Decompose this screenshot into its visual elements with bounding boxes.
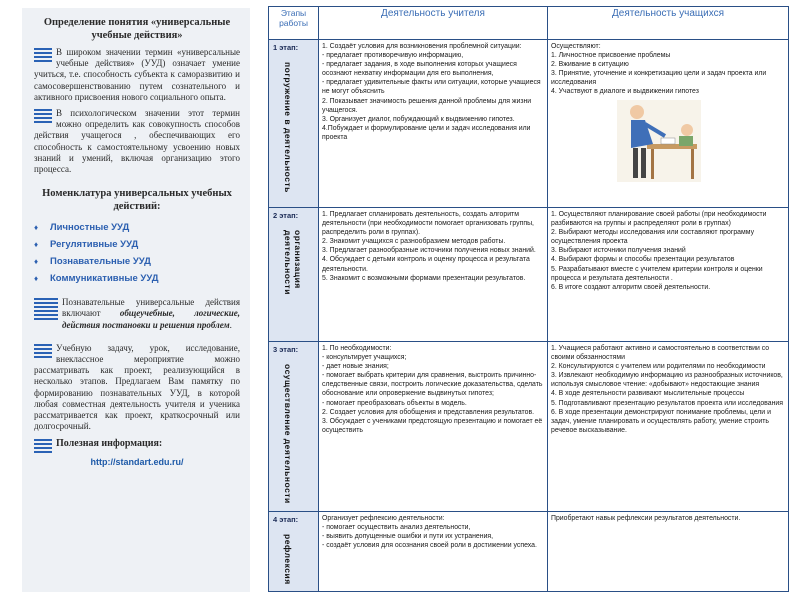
teacher-activity: Организует рефлексию деятельности: - помогает осуществить анализ деятельности, - выявить допущенные ошибки и пути их устранения, - создаёт условия для осознания своей роли в достижении успеха. [319, 512, 548, 592]
teacher-student-illustration [617, 100, 701, 182]
stage-cell: 4 этап: рефлексия [269, 512, 319, 592]
student-activity: 1. Учащиеся работают активно и самостоятельно в соответствии со своими обязанностями 2. Консультируются с учителем или родителями по необходимости 3. Извлекают необходимую информацию из разнообразных источников, используя смысловое чтение: «добывают» недостающие знания 4. В ходе деятельности развивают мыслительные процессы 5. Подготавливают презентацию результатов проекта или исследования 6. В ходе презентации демонстрируют понимание проблемы, цели и задач, умение планировать и осуществлять работу, умение строить речевое высказывание. [548, 342, 789, 512]
project-paragraph: Учебную задачу, урок, исследование, внеклассное мероприятие можно рассматривать как проект, реализующийся в несколько этапов. Предлагаем Вам памятку по формированию познавательных УУД, в которой любая совместная деятельность учителя и ученика рассматривается как проект, краткосрочный или долгосрочный. [34, 342, 240, 432]
table-row [269, 40, 789, 208]
diamond-icon: ♦ [34, 257, 39, 267]
uud-type-item: ♦ Личностные УУД [34, 219, 240, 236]
diamond-icon: ♦ [34, 223, 39, 233]
stage-cell: 2 этап: организация деятельности [269, 208, 319, 342]
header-stages: Этапы работы [269, 7, 319, 40]
nomenclature-title: Номенклатура универсальных учебных действий: [42, 188, 232, 213]
header-teacher: Деятельность учителя [319, 7, 548, 40]
cognitive-paragraph: Познавательные универсальные действия включают общеучебные, логические, действия постановки и решения проблем. [34, 297, 240, 331]
teacher-activity: 1. По необходимости: - консультирует учащихся; - дает новые знания; - помогает выбрать критерии для сравнения, выстроить причинно-следственные связи, построить логические доказательства, сделать обоснование или опровержение выдвинутых гипотез; - помогает преобразовать объекты в модель. 2. Создает условия для обобщения и представления результатов. 3. Обсуждает с учениками предстоящую презентацию и помогает её осуществить [319, 342, 548, 512]
list-bullet-icon [34, 109, 52, 123]
diamond-icon: ♦ [34, 240, 39, 250]
useful-info: Полезная информация: [34, 438, 240, 449]
definition-title: Определение понятия «универсальные учебные действия» [43, 17, 231, 41]
student-activity: Осуществляют: 1. Личностное присвоение проблемы 2. Вживание в ситуацию 3. Принятие, уточнение и конкретизацию цели и задач проекта или исследования 4. Участвуют в диалоге и выдвижении гипотез [548, 40, 789, 208]
table-row [269, 208, 789, 342]
table-header-row [269, 7, 789, 40]
list-bullet-icon [34, 298, 58, 320]
definition-paragraph-2: В психологическом значении этот термин можно определить как совокупность способов действия учащегося , обеспечивающих его способность к самостоятельному усвоению новых знаний и умений, включая организацию этого процесса. [34, 108, 240, 175]
table-row [269, 342, 789, 512]
stage-cell: 1 этап: погружение в деятельность [269, 40, 319, 208]
left-panel [22, 8, 250, 592]
stages-table-wrapper [268, 6, 788, 594]
uud-type-item: ♦ Коммуникативные УУД [34, 270, 240, 287]
teacher-activity: 1. Создаёт условия для возникновения проблемной ситуации: - предлагает противоречивую информацию, - предлагает задания, в ходе выполнения которых учащиеся осознают нехватку информации для его выполнения, - предлагает удивительные факты или ситуации, которые учащиеся не могут объяснить 2. Показывает значимость решения данной проблемы для жизни учащегося. 3. Организует диалог, побуждающий к выдвижению гипотез. 4.Побуждает и формулирование цели и задач исследования или проекта [319, 40, 548, 208]
definition-paragraph-1: В широком значении термин «универсальные учебные действия» (УУД) означает умение учиться, т.е. способность субъекта к саморазвитию и самосовершенствованию путем сознательного и активного присвоения нового социального опыта. [34, 47, 240, 102]
table-row [269, 512, 789, 592]
diamond-icon: ♦ [34, 274, 39, 284]
header-students: Деятельность учащихся [548, 7, 789, 40]
uud-type-item: ♦ Регулятивные УУД [34, 236, 240, 253]
uud-type-item: ♦ Познавательные УУД [34, 253, 240, 270]
stages-table [268, 6, 789, 592]
stage-cell: 3 этап: осуществление деятельности [269, 342, 319, 512]
teacher-activity: 1. Предлагает спланировать деятельность, создать алгоритм деятельности (при необходимости помогает организовать группы, распределить роли в группах). 2. Знакомит учащихся с разнообразием методов работы. 3. Предлагает разнообразные источники получения новых знаний. 4. Обсуждает с детьми контроль и оценку процесса и результата деятельности. 5. Знакомит с возможными формами презентации результатов. [319, 208, 548, 342]
list-bullet-icon [34, 48, 52, 62]
uud-types-list [34, 219, 240, 287]
student-activity: Приобретают навык рефлексии результатов деятельности. [548, 512, 789, 592]
list-bullet-icon [34, 439, 52, 453]
list-bullet-icon [34, 344, 52, 358]
student-activity: 1. Осуществляют планирование своей работы (при необходимости разбиваются на группы и распределяют роли в группах) 2. Выбирают методы исследования или составляют программу осуществления проекта 3. Выбирают источники получения знаний 4. Выбирают формы и способы презентации результатов 5. Разрабатывают вместе с учителем критерии контроля и оценки процесса и результата деятельности . 6. В итоге создают алгоритм своей деятельности. [548, 208, 789, 342]
standart-link[interactable]: http://standart.edu.ru/ [90, 457, 184, 468]
